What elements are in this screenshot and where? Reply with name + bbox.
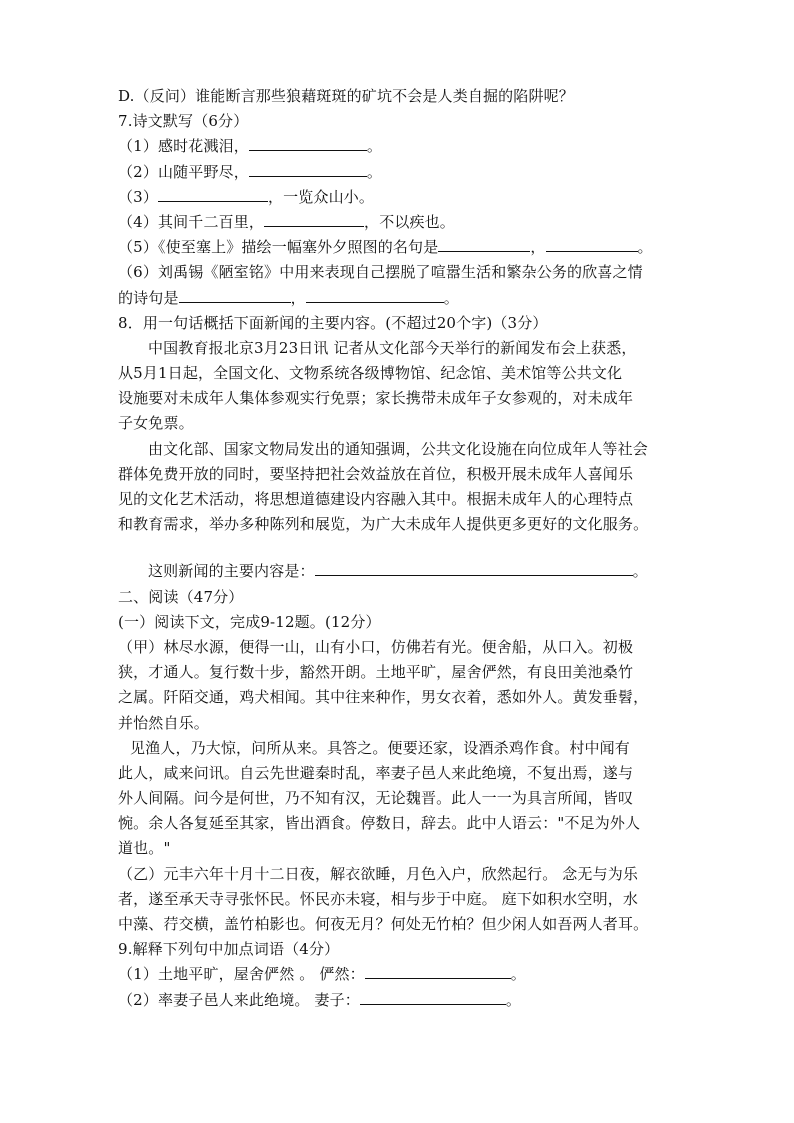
text-segment: 。 xyxy=(366,137,383,156)
answer-blank[interactable] xyxy=(264,210,364,227)
answer-blank[interactable] xyxy=(306,286,444,303)
text-line xyxy=(118,286,678,311)
text-segment: D.（反问）谁能断言那些狼藉斑斑的矿坑不会是人类自掘的陷阱呢？ xyxy=(118,87,574,105)
text-segment: （5）《使至塞上》描绘一幅塞外夕照图的名句是 xyxy=(118,238,439,257)
answer-blank[interactable] xyxy=(438,235,530,252)
document-page xyxy=(118,84,678,1013)
text-segment: 。 xyxy=(637,238,653,257)
text-segment: 这则新闻的主要内容是： xyxy=(148,562,315,581)
text-segment: （3） xyxy=(118,187,158,206)
text-line xyxy=(118,185,678,210)
text-segment: 惋。余人各复延至其家，皆出酒食。停数日，辞去。此中人语云："不足为外人 xyxy=(118,814,641,833)
text-line xyxy=(118,559,678,584)
text-segment: （乙）元丰六年十月十二日夜，解衣欲睡，月色入户，欣然起行。 念无与为乐 xyxy=(118,864,639,883)
text-line xyxy=(118,711,678,736)
text-segment: 。 xyxy=(366,162,383,181)
text-line xyxy=(118,134,678,159)
text-segment: 从5月1日起，全国文化、文物系统各级博物馆、纪念馆、美术馆等公共文化 xyxy=(118,364,623,383)
text-segment: 见渔人，乃大惊，问所从来。具答之。便要还家，设酒杀鸡作食。村中闻有 xyxy=(130,738,630,757)
answer-blank[interactable] xyxy=(179,286,291,303)
text-line xyxy=(118,260,678,285)
text-line xyxy=(118,160,678,185)
text-segment: 并怡然自乐。 xyxy=(118,713,209,732)
text-segment: 9.解释下列句中加点词语（4分） xyxy=(118,940,340,959)
text-line xyxy=(118,411,678,436)
text-line xyxy=(118,962,678,987)
text-segment: 设施要对未成年人集体参观实行免票；家长携带未成年子女参观的，对未成年 xyxy=(118,389,634,408)
answer-blank[interactable] xyxy=(249,134,367,151)
text-segment: 狭，才通人。复行数十步，豁然开朗。土地平旷，屋舍俨然，有良田美池桑竹 xyxy=(118,663,634,682)
text-line xyxy=(118,386,678,411)
text-segment: （6）刘禹锡《陋室铭》中用来表现自己摆脱了喧嚣生活和繁杂公务的欣喜之情 xyxy=(118,263,643,282)
text-segment: 此人，咸来问讯。自云先世避秦时乱，率妻子邑人来此绝境，不复出焉，遂与 xyxy=(118,763,634,782)
text-line xyxy=(118,887,678,912)
text-line xyxy=(118,988,678,1013)
text-segment: 群体免费开放的同时，要坚持把社会效益放在首位，积极开展未成年人喜闻乐 xyxy=(118,464,634,483)
text-line xyxy=(118,736,678,761)
text-line xyxy=(118,610,678,635)
text-line xyxy=(118,761,678,786)
text-line xyxy=(118,585,678,610)
text-segment: 见的文化艺术活动，将思想道德建设内容融入其中。根据未成年人的心理特点 xyxy=(118,490,634,508)
text-line xyxy=(118,109,678,134)
text-segment: （1）土地平旷，屋舍俨然 。 俨然： xyxy=(118,965,365,984)
text-line xyxy=(118,635,678,660)
text-line xyxy=(118,786,678,811)
text-segment: (一）阅读下文，完成9-12题。(12分） xyxy=(118,612,381,631)
text-line xyxy=(118,487,678,512)
text-segment: ， xyxy=(530,238,546,257)
text-segment: 。 xyxy=(443,288,459,307)
answer-blank[interactable] xyxy=(315,559,633,576)
spacer xyxy=(118,537,678,559)
text-segment: 之属。阡陌交通，鸡犬相闻。其中往来种作，男女衣着，悉如外人。黄发垂髫， xyxy=(118,688,649,707)
text-line xyxy=(118,836,678,861)
answer-blank[interactable] xyxy=(360,988,506,1005)
text-segment: 中藻、荇交横，盖竹柏影也。何夜无月？何处无竹柏？但少闲人如吾两人者耳。 xyxy=(118,915,649,933)
text-line xyxy=(118,512,678,537)
text-line xyxy=(118,336,678,361)
text-line xyxy=(118,937,678,962)
answer-blank[interactable] xyxy=(249,160,367,177)
text-segment: （甲）林尽水源，便得一山，山有小口，仿佛若有光。便舍船，从口入。初极 xyxy=(118,637,634,656)
text-segment: 和教育需求，举办多种陈列和展览，为广大未成年人提供更多更好的文化服务。 xyxy=(118,515,649,534)
answer-blank[interactable] xyxy=(546,235,638,252)
text-segment: 。 xyxy=(510,965,526,984)
text-segment: 道也。" xyxy=(118,839,171,858)
text-segment: （2）率妻子邑人来此绝境。 妻子： xyxy=(118,990,360,1009)
text-segment: ，不以疾也。 xyxy=(364,212,455,231)
text-segment: （2）山随平野尽， xyxy=(118,162,249,181)
text-line xyxy=(118,685,678,710)
text-line xyxy=(118,84,678,109)
text-segment: 外人间隔。问今是何世，乃不知有汉，无论魏晋。此人一一为具言所闻，皆叹 xyxy=(118,789,634,808)
text-segment: ，一览众山小。 xyxy=(268,187,375,206)
text-segment: 子女免票。 xyxy=(118,414,194,433)
text-line xyxy=(118,660,678,685)
text-segment: 中国教育报北京3月23日讯 记者从文化部今天举行的新闻发布会上获悉， xyxy=(148,338,637,357)
text-segment: ， xyxy=(290,288,306,307)
text-line xyxy=(118,811,678,836)
text-line xyxy=(118,462,678,487)
text-segment: （1）感时花溅泪， xyxy=(118,137,249,156)
text-segment: 二、阅读（47分） xyxy=(118,587,244,606)
text-line xyxy=(118,361,678,386)
text-line xyxy=(118,210,678,235)
text-line xyxy=(118,912,678,937)
text-line xyxy=(118,862,678,887)
text-segment: 的诗句是 xyxy=(118,288,179,307)
text-line xyxy=(118,311,678,336)
answer-blank[interactable] xyxy=(158,185,268,202)
text-segment: 7.诗文默写（6分） xyxy=(118,112,249,131)
text-segment: 。 xyxy=(632,562,648,581)
text-line xyxy=(118,235,678,260)
answer-blank[interactable] xyxy=(365,962,511,979)
text-segment: 由文化部、国家文物局发出的通知强调，公共文化设施在向位成年人等社会 xyxy=(148,439,648,458)
text-line xyxy=(118,437,678,462)
text-segment: 8．用一句话概括下面新闻的主要内容。(不超过20个字)（3分） xyxy=(118,313,548,332)
text-segment: （4）其间千二百里， xyxy=(118,212,265,231)
text-segment: 。 xyxy=(505,990,522,1009)
text-segment: 者，遂至承天寺寻张怀民。怀民亦未寝，相与步于中庭。 庭下如积水空明，水 xyxy=(118,889,639,908)
